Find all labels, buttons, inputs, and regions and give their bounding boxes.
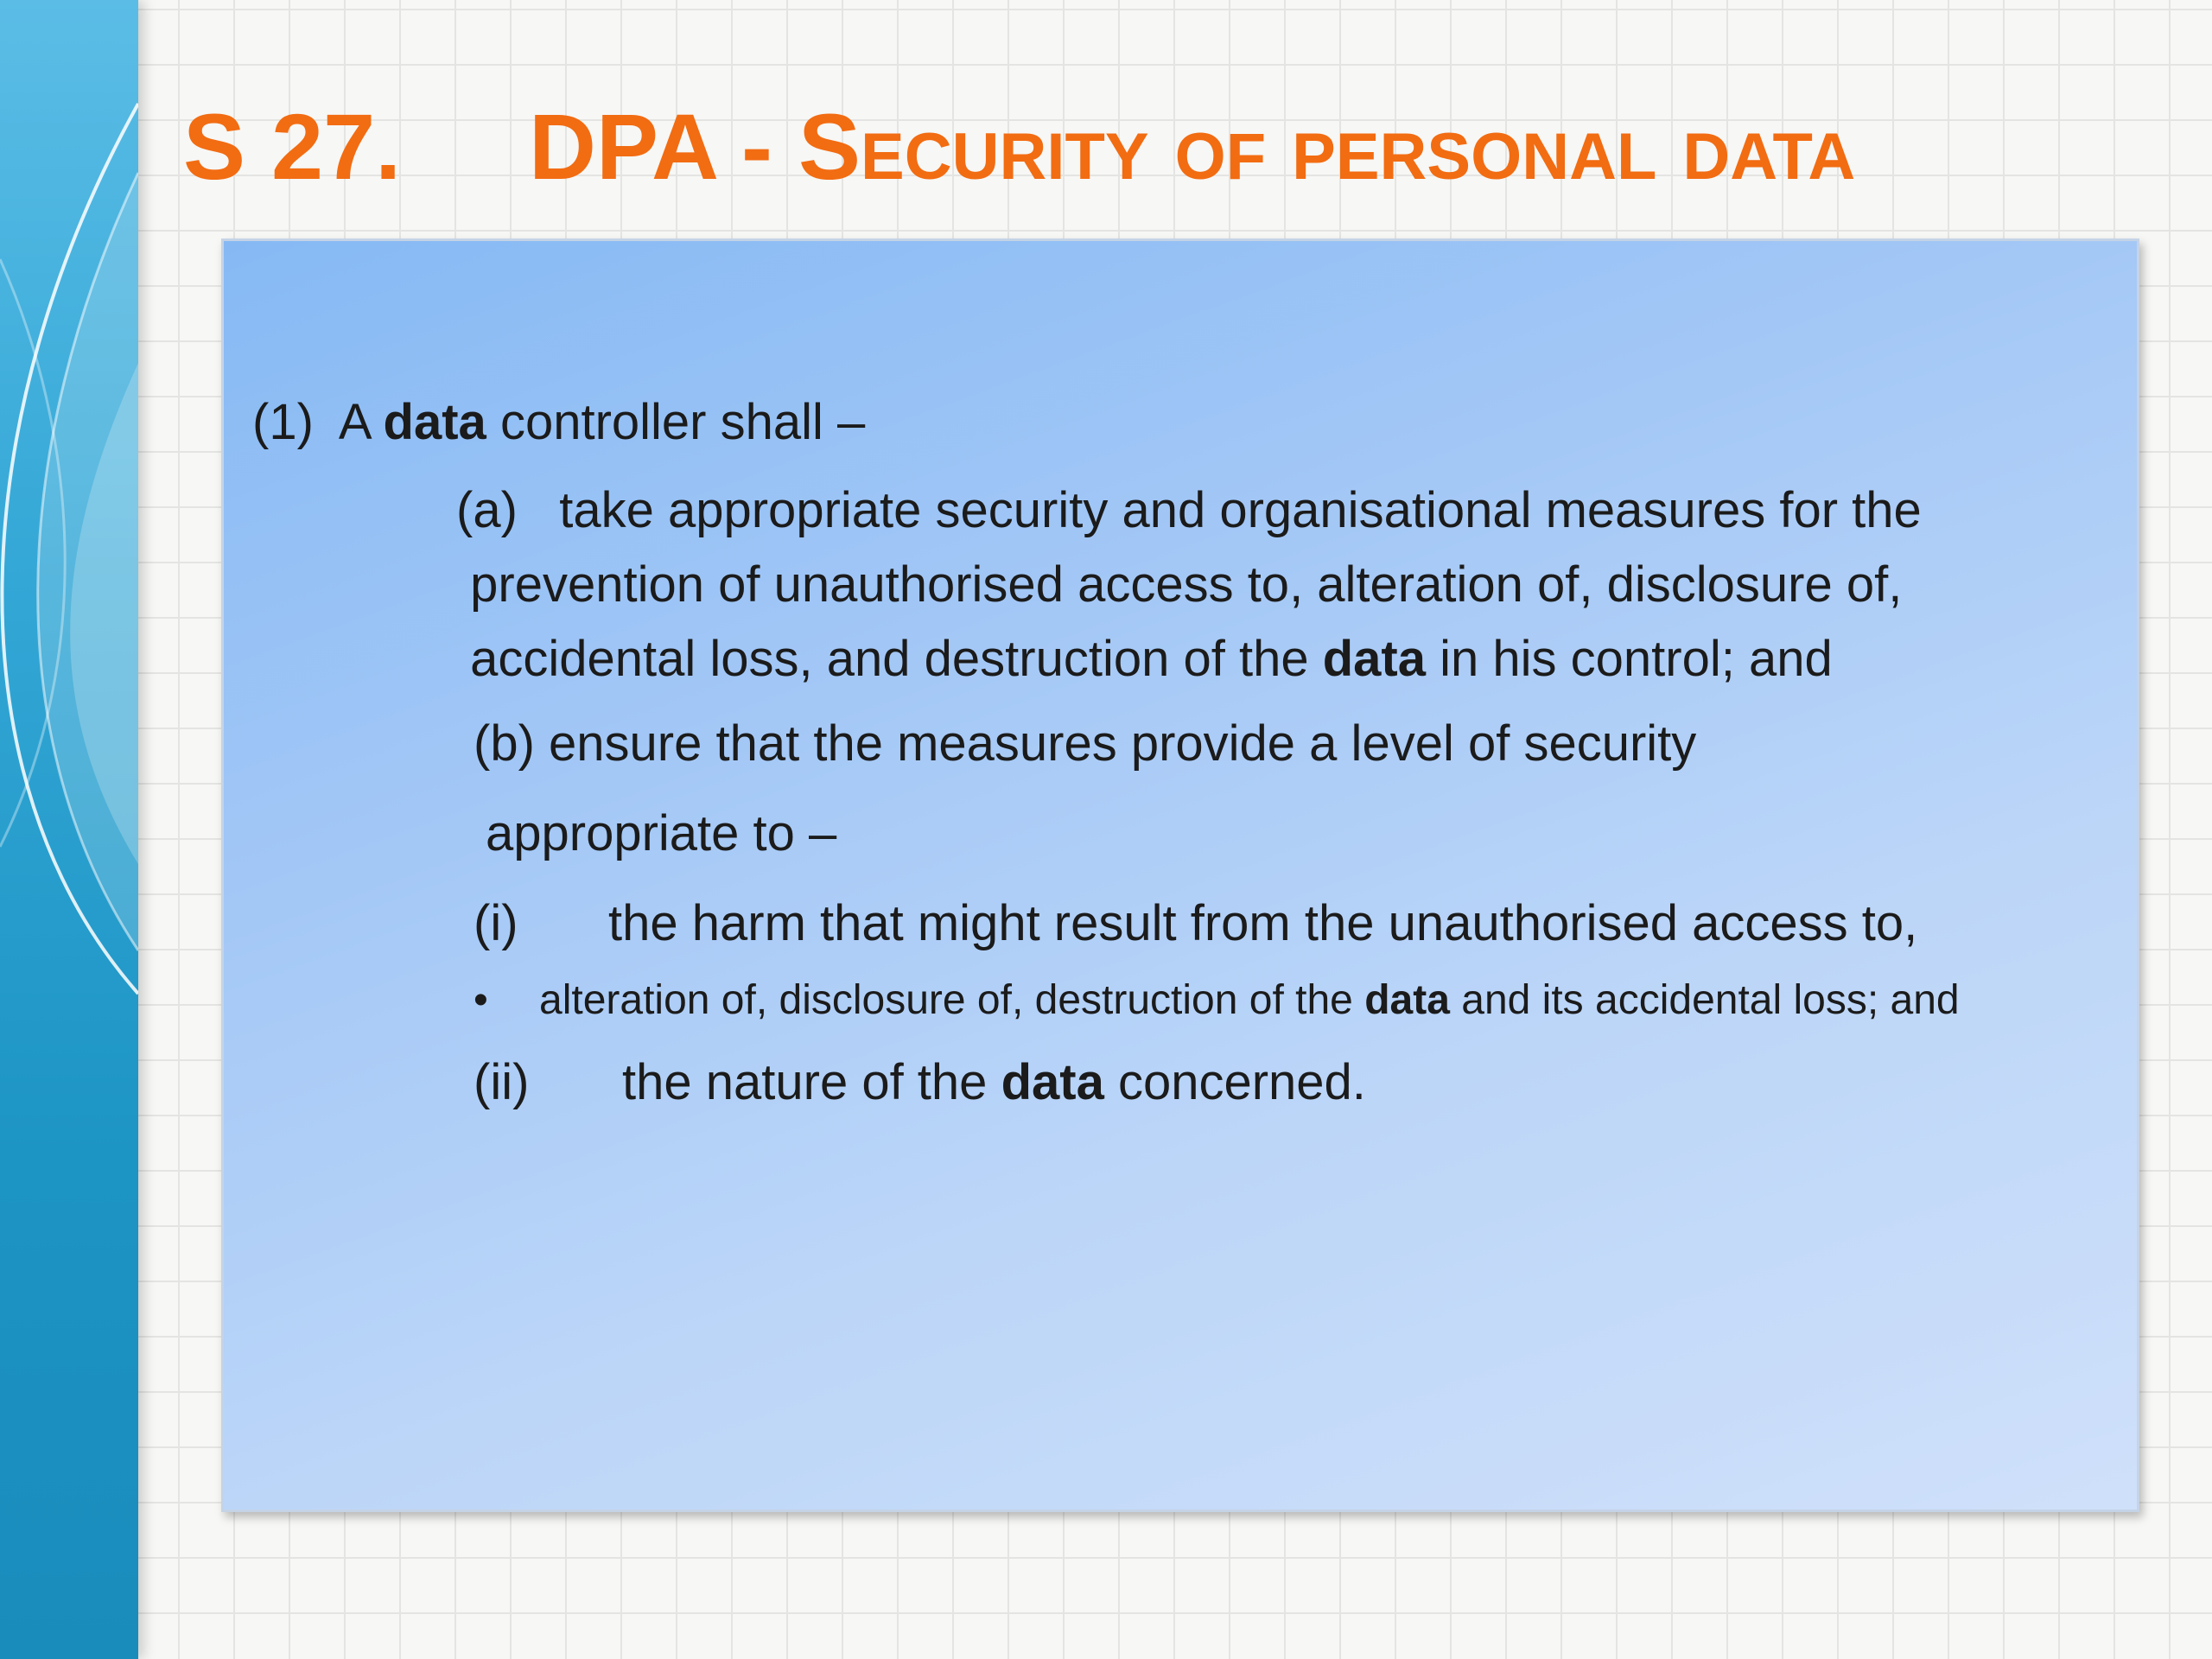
bullet-icon: • <box>474 977 488 1023</box>
clause-1 <box>252 385 865 460</box>
clause-1-prefix: A <box>338 394 370 450</box>
clause-a-line-3-bold: data <box>1322 631 1426 687</box>
clause-ii-suffix: concerned. <box>1117 1054 1366 1110</box>
bullet-bold: data <box>1364 977 1450 1023</box>
clause-i <box>474 887 1917 961</box>
bullet-suffix: and its accidental loss; and <box>1461 977 1960 1023</box>
clause-a-line-2: prevention of unauthorised access to, alteration of, disclosure of, <box>470 556 1903 613</box>
clause-i-text: the harm that might result from the unauthorised access to, <box>608 895 1918 951</box>
clause-1-bold: data <box>383 394 486 450</box>
bullet-prefix: alteration of, disclosure of, destruction of the <box>539 977 1353 1023</box>
decorative-side-band <box>0 0 138 1659</box>
bullet-item <box>474 969 1960 1032</box>
clause-ii <box>474 1046 1366 1120</box>
clause-1-label: (1) <box>252 394 314 450</box>
section-number: S 27. <box>183 94 402 199</box>
clause-a-line-1: take appropriate security and organisational measures for the <box>559 482 1922 538</box>
section-title: DPA - Security of personal data <box>529 94 1856 199</box>
clause-ii-label: (ii) <box>474 1054 530 1110</box>
clause-i-label: (i) <box>474 895 518 951</box>
swoosh-decoration-icon <box>0 0 138 1659</box>
clause-a-line-3-prefix: accidental loss, and destruction of the <box>470 631 1309 687</box>
clause-ii-prefix: the nature of the <box>622 1054 988 1110</box>
clause-a <box>456 474 1922 696</box>
clause-b-label: (b) <box>474 715 535 772</box>
slide-title <box>183 86 2171 207</box>
clause-b-line-1: ensure that the measures provide a level of security <box>549 715 1697 772</box>
clause-ii-bold: data <box>1001 1054 1104 1110</box>
clause-b-continuation <box>486 797 836 871</box>
clause-a-line-3-suffix: in his control; and <box>1440 631 1833 687</box>
clause-b <box>474 707 1696 781</box>
clause-1-suffix: controller shall – <box>499 394 866 450</box>
clause-b-line-2: appropriate to – <box>486 805 837 861</box>
clause-a-label: (a) <box>456 482 518 538</box>
